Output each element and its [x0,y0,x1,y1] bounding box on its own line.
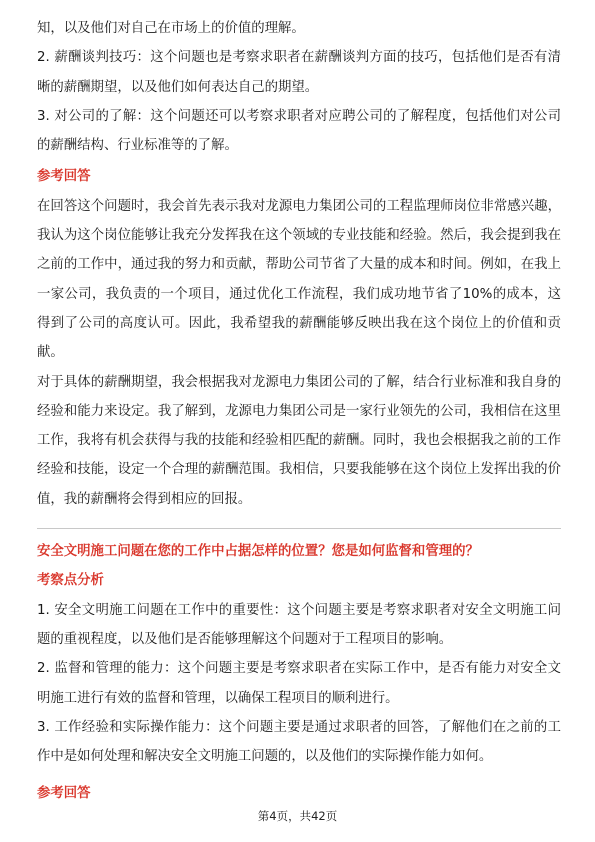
analysis-heading: 考察点分析 [37,573,104,589]
interview-question: 安全文明施工问题在您的工作中占据怎样的位置？您是如何监督和管理的？ [37,544,479,560]
answer-paragraph-1: 在回答这个问题时，我会首先表示我对龙源电力集团公司的工程监理师岗位非常感兴趣，我认为这个岗位能够让我充分发挥我在这个领域的专业技能和经验。然后，我会提到我在之前的工作中，通过我的努力和贡献，帮助公司节省了大量的成本和时间。例如，在我上一家公司，我负责的一个项目，通过优化工作流程，我们成功地节省了10%的成本，这得到了公司的高度认可。因此，我希望我的薪酬能够反映出我在这个岗位上的价值和贡献。 [37,198,561,361]
page-content [37,14,561,809]
analysis-point-3: 3. 对公司的了解：这个问题还可以考察求职者对应聘公司的了解程度，包括他们对公司的薪酬结构、行业标准等的了解。 [37,108,561,154]
section-divider [37,528,561,529]
analysis-point-2b: 2. 监督和管理的能力：这个问题主要是考察求职者在实际工作中，是否有能力对安全文明施工进行有效的监督和管理，以确保工程项目的顺利进行。 [37,661,561,706]
analysis-point-1: 1. 安全文明施工问题在工作中的重要性：这个问题主要是考察求职者对安全文明施工问题的重视程度，以及他们是否能够理解这个问题对于工程项目的影响。 [37,602,561,647]
reference-answer-heading: 参考回答 [37,169,91,185]
reference-answer-heading-2: 参考回答 [37,786,91,802]
page-number: 第4页，共42页 [257,809,338,823]
analysis-point-3b: 3. 工作经验和实际操作能力：这个问题主要是通过求职者的回答，了解他们在之前的工作中是如何处理和解决安全文明施工问题的，以及他们的实际操作能力如何。 [37,719,561,765]
answer-paragraph-2: 对于具体的薪酬期望，我会根据我对龙源电力集团公司的了解，结合行业标准和我自身的经验和能力来设定。我了解到，龙源电力集团公司是一家行业领先的公司，我相信在这里工作，我将有机会获得与我的技能和经验相匹配的薪酬。同时，我也会根据我之前的工作经验和技能，设定一个合理的薪酬范围。我相信，只要我能够在这个岗位上发挥出我的价值，我的薪酬将会得到相应的回报。 [37,374,561,507]
paragraph-intro-tail: 知，以及他们对自己在市场上的价值的理解。 [37,21,305,36]
analysis-point-2: 2. 薪酬谈判技巧：这个问题也是考察求职者在薪酬谈判方面的技巧，包括他们是否有清晰的薪酬期望，以及他们如何表达自己的期望。 [37,50,561,95]
